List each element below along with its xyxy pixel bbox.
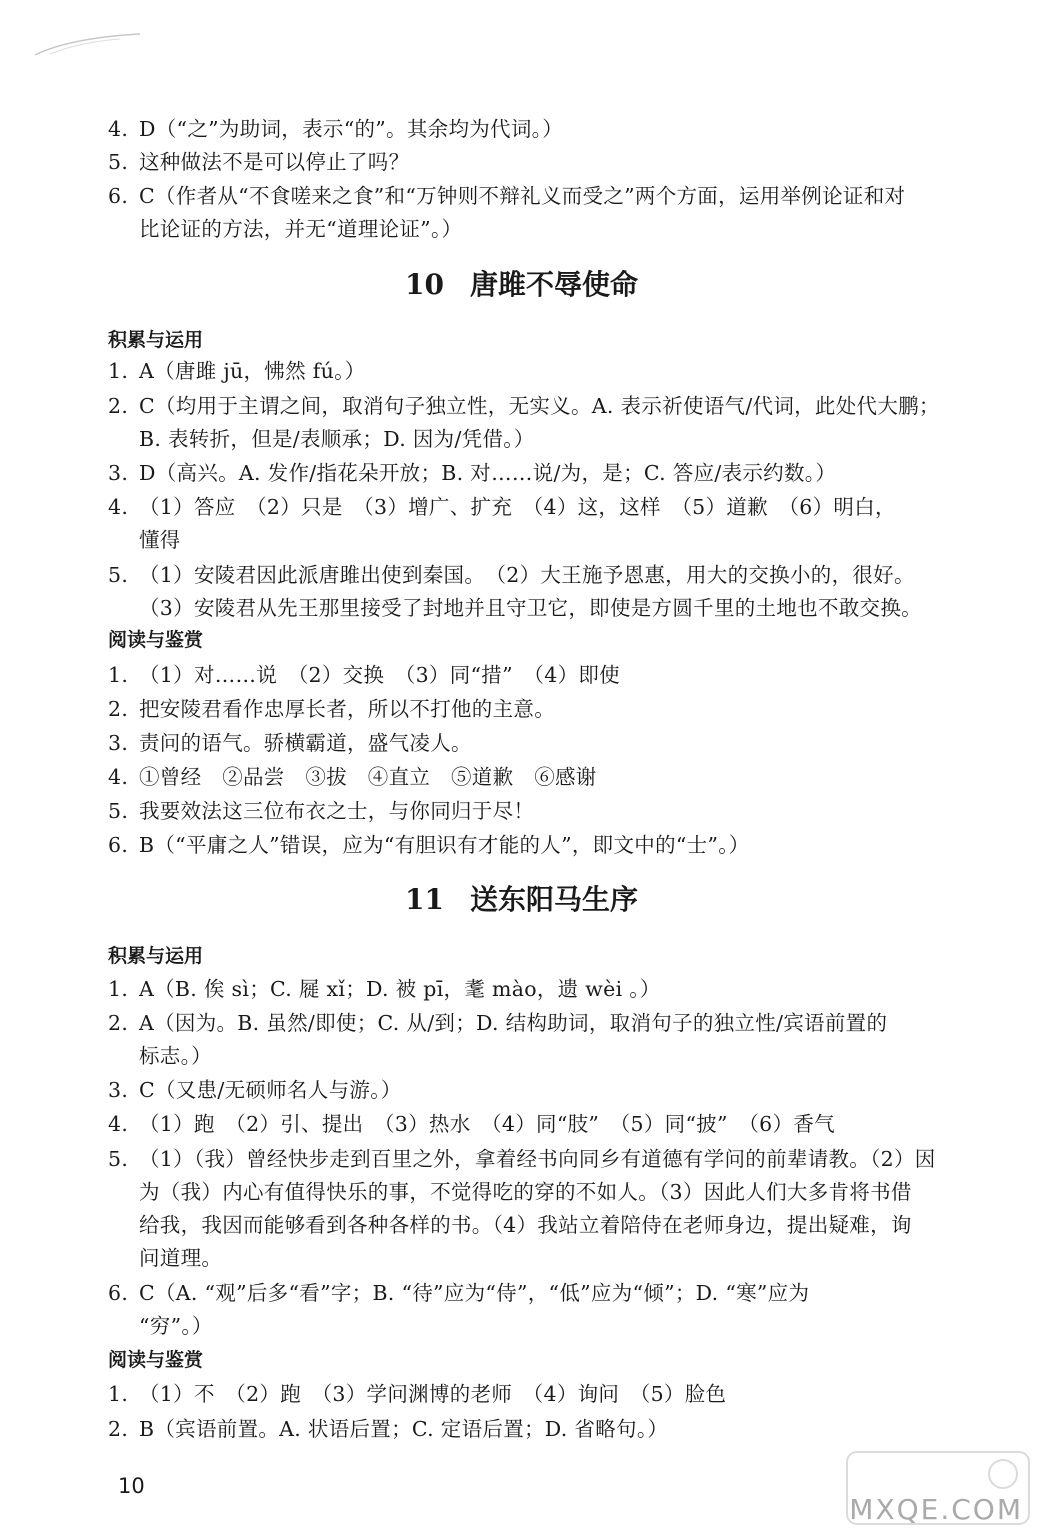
item-text-continued: 为（我）内心有值得快乐的事，不觉得吃的穿的不如人。（3）因此人们大多肯将书借 — [139, 1180, 912, 1204]
corner-scratch-mark — [30, 30, 150, 60]
item-number: 6. — [108, 1281, 129, 1305]
item-text-continued: B. 表转折，但是/表顺承；D. 因为/凭借。） — [139, 427, 535, 451]
list-item — [108, 113, 988, 146]
item-text: C（作者从“不食嗟来之食”和“万钟则不辩礼义而受之”两个方面，运用举例论证和对 — [139, 184, 906, 208]
item-text: 这种做法不是可以停止了吗？ — [139, 150, 410, 174]
list-item — [108, 795, 988, 828]
item-number: 3. — [108, 731, 129, 755]
item-text: ①曾经 ②品尝 ③拔 ④直立 ⑤道歉 ⑥感谢 — [139, 765, 597, 789]
list-item — [108, 491, 988, 557]
list-item — [108, 829, 988, 862]
list-item — [108, 727, 988, 760]
item-text-continued: “穷”。） — [139, 1314, 213, 1338]
item-text: （1）安陵君因此派唐雎出使到秦国。 （2）大王施予恩惠，用大的交换小的，很好。 — [139, 563, 915, 587]
item-text: （1）对……说 （2）交换 （3）同“措” （4）即使 — [139, 663, 620, 687]
item-text: C（A. “观”后多“看”字；B. “待”应为“侍”，“低”应为“倾”；D. “寒”应为 — [139, 1281, 810, 1305]
item-number: 1. — [108, 663, 129, 687]
item-text: 责问的语气。骄横霸道，盛气凌人。 — [139, 731, 472, 755]
item-number: 4. — [108, 117, 129, 141]
item-number: 5. — [108, 150, 129, 174]
item-text: C（又患/无硕师名人与游。） — [139, 1078, 402, 1102]
item-number: 3. — [108, 461, 129, 485]
lesson-title-text: 唐雎不辱使命 — [469, 268, 638, 301]
lesson-title-text: 送东阳马生序 — [469, 883, 638, 916]
lesson-number: 10 — [405, 268, 444, 301]
item-number: 5. — [108, 1147, 129, 1171]
list-item — [108, 559, 988, 625]
lesson-10-title — [0, 265, 1043, 305]
item-number: 1. — [108, 977, 129, 1001]
item-number: 4. — [108, 765, 129, 789]
item-number: 4. — [108, 495, 129, 519]
item-text: D（高兴。A. 发作/指花朵开放；B. 对……说/为，是；C. 答应/表示约数。） — [139, 461, 837, 485]
item-number: 4. — [108, 1112, 129, 1136]
item-text-continued: 问道理。 — [139, 1246, 223, 1270]
lesson-11-title — [0, 880, 1043, 920]
section-heading: 积累与运用 — [108, 945, 204, 967]
list-item — [108, 1108, 988, 1141]
item-text: A（B. 俟 sì；C. 屣 xǐ；D. 被 pī，耄 mào，遗 wèi 。） — [139, 977, 661, 1001]
item-number: 1. — [108, 359, 129, 383]
item-text-continued: （3）安陵君从先王那里接受了封地并且守卫它，即使是方圆千里的土地也不敢交换。 — [139, 596, 922, 620]
item-text: （1）不 （2）跑 （3）学问渊博的老师 （4）询问 （5）脸色 — [139, 1382, 727, 1406]
list-item — [108, 146, 988, 179]
item-number: 2. — [108, 1417, 129, 1441]
item-text: 我要效法这三位布衣之士，与你同归于尽！ — [139, 799, 535, 823]
section-heading: 阅读与鉴赏 — [108, 629, 204, 651]
item-number: 2. — [108, 697, 129, 721]
item-text: 把安陵君看作忠厚长者，所以不打他的主意。 — [139, 697, 555, 721]
item-text: A（因为。B. 虽然/即使；C. 从/到；D. 结构助词，取消句子的独立性/宾语前置的 — [139, 1011, 888, 1035]
item-text: B（“平庸之人”错误，应为“有胆识有才能的人”，即文中的“士”。） — [139, 833, 750, 857]
list-item — [108, 1277, 988, 1343]
item-text: D（“之”为助词，表示“的”。其余均为代词。） — [139, 117, 564, 141]
page-number: 10 — [118, 1474, 145, 1498]
item-number: 5. — [108, 563, 129, 587]
item-text: （1）跑 （2）引、提出 （3）热水 （4）同“肢” （5）同“披” （6）香气 — [139, 1112, 835, 1136]
list-item — [108, 355, 988, 388]
item-text: C（均用于主谓之间，取消句子独立性，无实义。A. 表示祈使语气/代词，此处代大鹏； — [139, 394, 940, 418]
list-item — [108, 457, 988, 490]
list-item — [108, 1413, 988, 1446]
list-item — [108, 1007, 988, 1073]
item-text: A（唐雎 jū，怫然 fú。） — [139, 359, 366, 383]
item-text: B（宾语前置。A. 状语后置；C. 定语后置；D. 省略句。） — [139, 1417, 669, 1441]
item-number: 2. — [108, 394, 129, 418]
item-number: 5. — [108, 799, 129, 823]
item-text-continued: 标志。） — [139, 1044, 212, 1068]
list-item — [108, 390, 988, 456]
list-item — [108, 973, 988, 1006]
item-text-continued: 比论证的方法，并无“道理论证”。） — [139, 217, 463, 241]
item-text-continued: 懂得 — [139, 528, 181, 552]
item-number: 1. — [108, 1382, 129, 1406]
lesson-number: 11 — [405, 883, 444, 916]
item-text-continued: 给我，我因而能够看到各种各样的书。（4）我站立着陪侍在老师身边，提出疑难，询 — [139, 1213, 912, 1237]
item-number: 3. — [108, 1078, 129, 1102]
watermark-text: MXQE.COM — [849, 1493, 1023, 1526]
list-item — [108, 761, 988, 794]
section-heading: 积累与运用 — [108, 329, 204, 351]
list-item — [108, 1143, 988, 1275]
item-number: 6. — [108, 833, 129, 857]
list-item — [108, 693, 988, 726]
list-item — [108, 1378, 988, 1411]
item-text: （1）答应 （2）只是 （3）增广、扩充 （4）这，这样 （5）道歉 （6）明白， — [139, 495, 896, 519]
list-item — [108, 180, 988, 246]
item-text: （1）（我）曾经快步走到百里之外，拿着经书向同乡有道德有学问的前辈请教。（2）因 — [139, 1147, 936, 1171]
item-number: 6. — [108, 184, 129, 208]
list-item — [108, 659, 988, 692]
item-number: 2. — [108, 1011, 129, 1035]
list-item — [108, 1074, 988, 1107]
section-heading: 阅读与鉴赏 — [108, 1349, 204, 1371]
